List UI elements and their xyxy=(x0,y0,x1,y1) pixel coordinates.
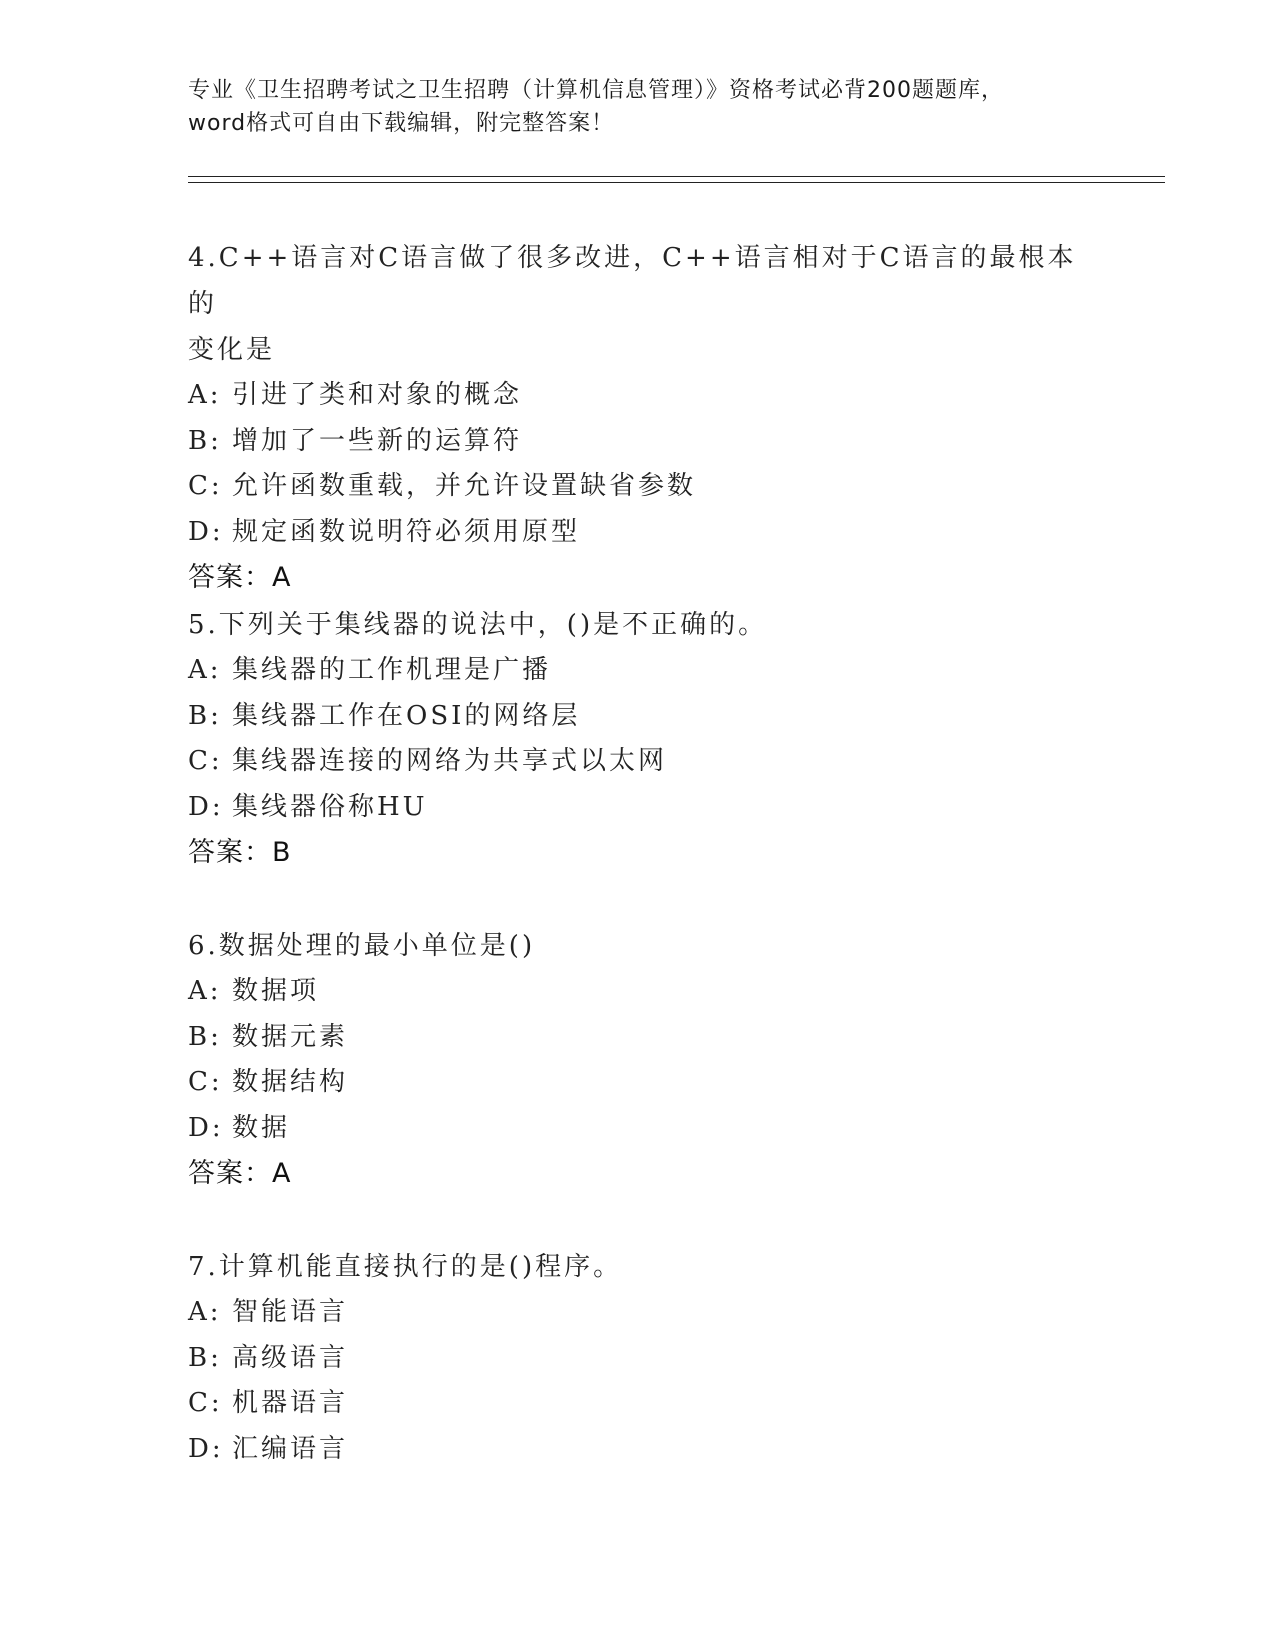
option-text: 增加了一些新的运算符 xyxy=(232,425,523,456)
option-text: 引进了类和对象的概念 xyxy=(232,380,523,410)
question-6-option-a xyxy=(188,969,1088,1015)
option-key: B: xyxy=(188,700,222,731)
option-key: D: xyxy=(188,1433,224,1464)
option-text: 机器语言 xyxy=(232,1388,349,1418)
question-5-option-b xyxy=(188,694,1088,740)
question-7 xyxy=(188,1244,1088,1472)
option-key: C: xyxy=(188,471,223,501)
header-line-2: word格式可自由下载编辑，附完整答案！ xyxy=(188,111,615,136)
option-text: 规定函数说明符必须用原型 xyxy=(232,516,581,547)
question-6-option-d xyxy=(188,1106,1088,1152)
document-header xyxy=(188,74,1088,140)
question-4 xyxy=(188,235,1088,601)
question-5-option-d xyxy=(188,785,1088,831)
question-6-text-line-1: 6.数据处理的最小单位是() xyxy=(188,931,536,961)
option-key: D: xyxy=(188,791,224,822)
question-7-option-a xyxy=(188,1290,1088,1336)
option-key: D: xyxy=(188,1112,224,1143)
question-4-option-d xyxy=(188,510,1088,556)
question-5-text-line-1: 5.下列关于集线器的说法中，()是不正确的。 xyxy=(188,610,768,640)
header-line-1: 专业《卫生招聘考试之卫生招聘（计算机信息管理）》资格考试必背200题题库， xyxy=(188,78,1004,103)
option-text: 集线器的工作机理是广播 xyxy=(232,655,552,685)
question-4-text-line-1: 4.C++语言对C语言做了很多改进，C++语言相对于C语言的最根本的 xyxy=(188,243,1077,319)
question-7-text-line-1: 7.计算机能直接执行的是()程序。 xyxy=(188,1252,623,1282)
question-5-option-a xyxy=(188,648,1088,694)
question-4-option-b xyxy=(188,419,1088,465)
option-text: 数据元素 xyxy=(232,1021,349,1052)
option-text: 数据项 xyxy=(232,976,320,1006)
question-5-option-c xyxy=(188,739,1088,785)
question-6-option-b xyxy=(188,1015,1088,1061)
option-key: B: xyxy=(188,425,222,456)
option-text: 允许函数重载，并允许设置缺省参数 xyxy=(232,471,697,501)
option-text: 集线器工作在OSI的网络层 xyxy=(232,700,581,731)
option-key: A: xyxy=(188,976,222,1006)
option-text: 数据 xyxy=(232,1112,291,1143)
question-4-answer: 答案：A xyxy=(188,562,292,593)
question-4-text-line-2: 变化是 xyxy=(188,335,276,365)
option-text: 集线器连接的网络为共享式以太网 xyxy=(232,746,668,776)
option-key: D: xyxy=(188,516,224,547)
option-key: A: xyxy=(188,1297,222,1327)
option-key: B: xyxy=(188,1342,222,1373)
question-6-answer: 答案：A xyxy=(188,1158,292,1189)
option-text: 集线器俗称HU xyxy=(232,791,428,822)
option-text: 高级语言 xyxy=(232,1342,349,1373)
option-text: 汇编语言 xyxy=(232,1433,349,1464)
option-key: A: xyxy=(188,380,222,410)
option-text: 智能语言 xyxy=(232,1297,349,1327)
option-key: C: xyxy=(188,746,223,776)
option-key: C: xyxy=(188,1388,223,1418)
question-6 xyxy=(188,923,1088,1197)
question-7-option-d xyxy=(188,1427,1088,1473)
header-divider-bottom xyxy=(188,182,1165,183)
question-4-option-a xyxy=(188,373,1088,419)
question-5 xyxy=(188,602,1088,876)
header-divider-top xyxy=(188,176,1165,177)
question-4-option-c xyxy=(188,464,1088,510)
option-key: B: xyxy=(188,1021,222,1052)
option-text: 数据结构 xyxy=(232,1067,349,1097)
question-6-option-c xyxy=(188,1060,1088,1106)
option-key: C: xyxy=(188,1067,223,1097)
question-7-option-b xyxy=(188,1336,1088,1382)
question-7-option-c xyxy=(188,1381,1088,1427)
question-5-answer: 答案：B xyxy=(188,837,292,868)
option-key: A: xyxy=(188,655,222,685)
